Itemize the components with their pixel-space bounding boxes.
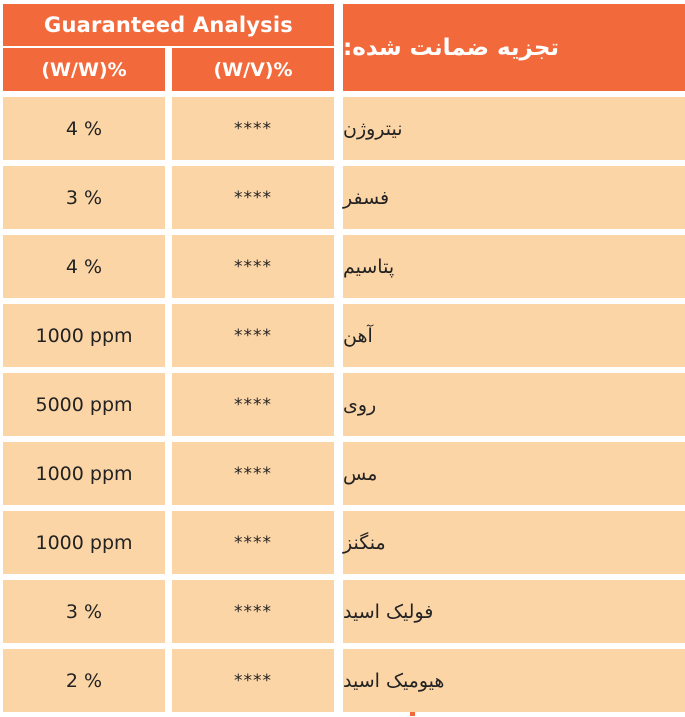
- wv-value-cell: ****: [172, 511, 334, 574]
- nutrient-name-cell: فولیک اسید: [343, 580, 685, 643]
- wv-value-cell: ****: [172, 166, 334, 229]
- wv-value-cell: ****: [172, 235, 334, 298]
- ww-value-cell: 3 %: [3, 580, 165, 643]
- ww-value-cell: 4 %: [3, 97, 165, 160]
- nutrient-name-cell: مس: [343, 442, 685, 505]
- nutrient-name-cell: روی: [343, 373, 685, 436]
- guaranteed-analysis-header: Guaranteed Analysis: [3, 4, 334, 46]
- nutrient-name-cell: نیتروژن: [343, 97, 685, 160]
- ww-column-header: (W/W)%: [3, 48, 165, 91]
- wv-value-cell: ****: [172, 97, 334, 160]
- ww-value-cell: 1000 ppm: [3, 511, 165, 574]
- ww-value-cell: 1000 ppm: [3, 304, 165, 367]
- wv-value-cell: ****: [172, 580, 334, 643]
- nutrient-name-cell: منگنز: [343, 511, 685, 574]
- nutrient-name-cell: هیومیک اسید: [343, 649, 685, 712]
- ww-value-cell: 3 %: [3, 166, 165, 229]
- nutrient-name-cell: فسفر: [343, 166, 685, 229]
- nutrient-name-cell: آهن: [343, 304, 685, 367]
- wv-value-cell: ****: [172, 373, 334, 436]
- wv-value-cell: ****: [172, 304, 334, 367]
- ww-value-cell: 2 %: [3, 649, 165, 712]
- wv-value-cell: ****: [172, 442, 334, 505]
- ww-value-cell: 4 %: [3, 235, 165, 298]
- wv-value-cell: ****: [172, 649, 334, 712]
- ww-value-cell: 5000 ppm: [3, 373, 165, 436]
- nutrient-name-cell: پتاسیم: [343, 235, 685, 298]
- decorative-mark: [410, 712, 415, 716]
- name-column-header: تجزیه ضمانت شده:: [343, 4, 685, 91]
- ww-value-cell: 1000 ppm: [3, 442, 165, 505]
- wv-column-header: (W/V)%: [172, 48, 334, 91]
